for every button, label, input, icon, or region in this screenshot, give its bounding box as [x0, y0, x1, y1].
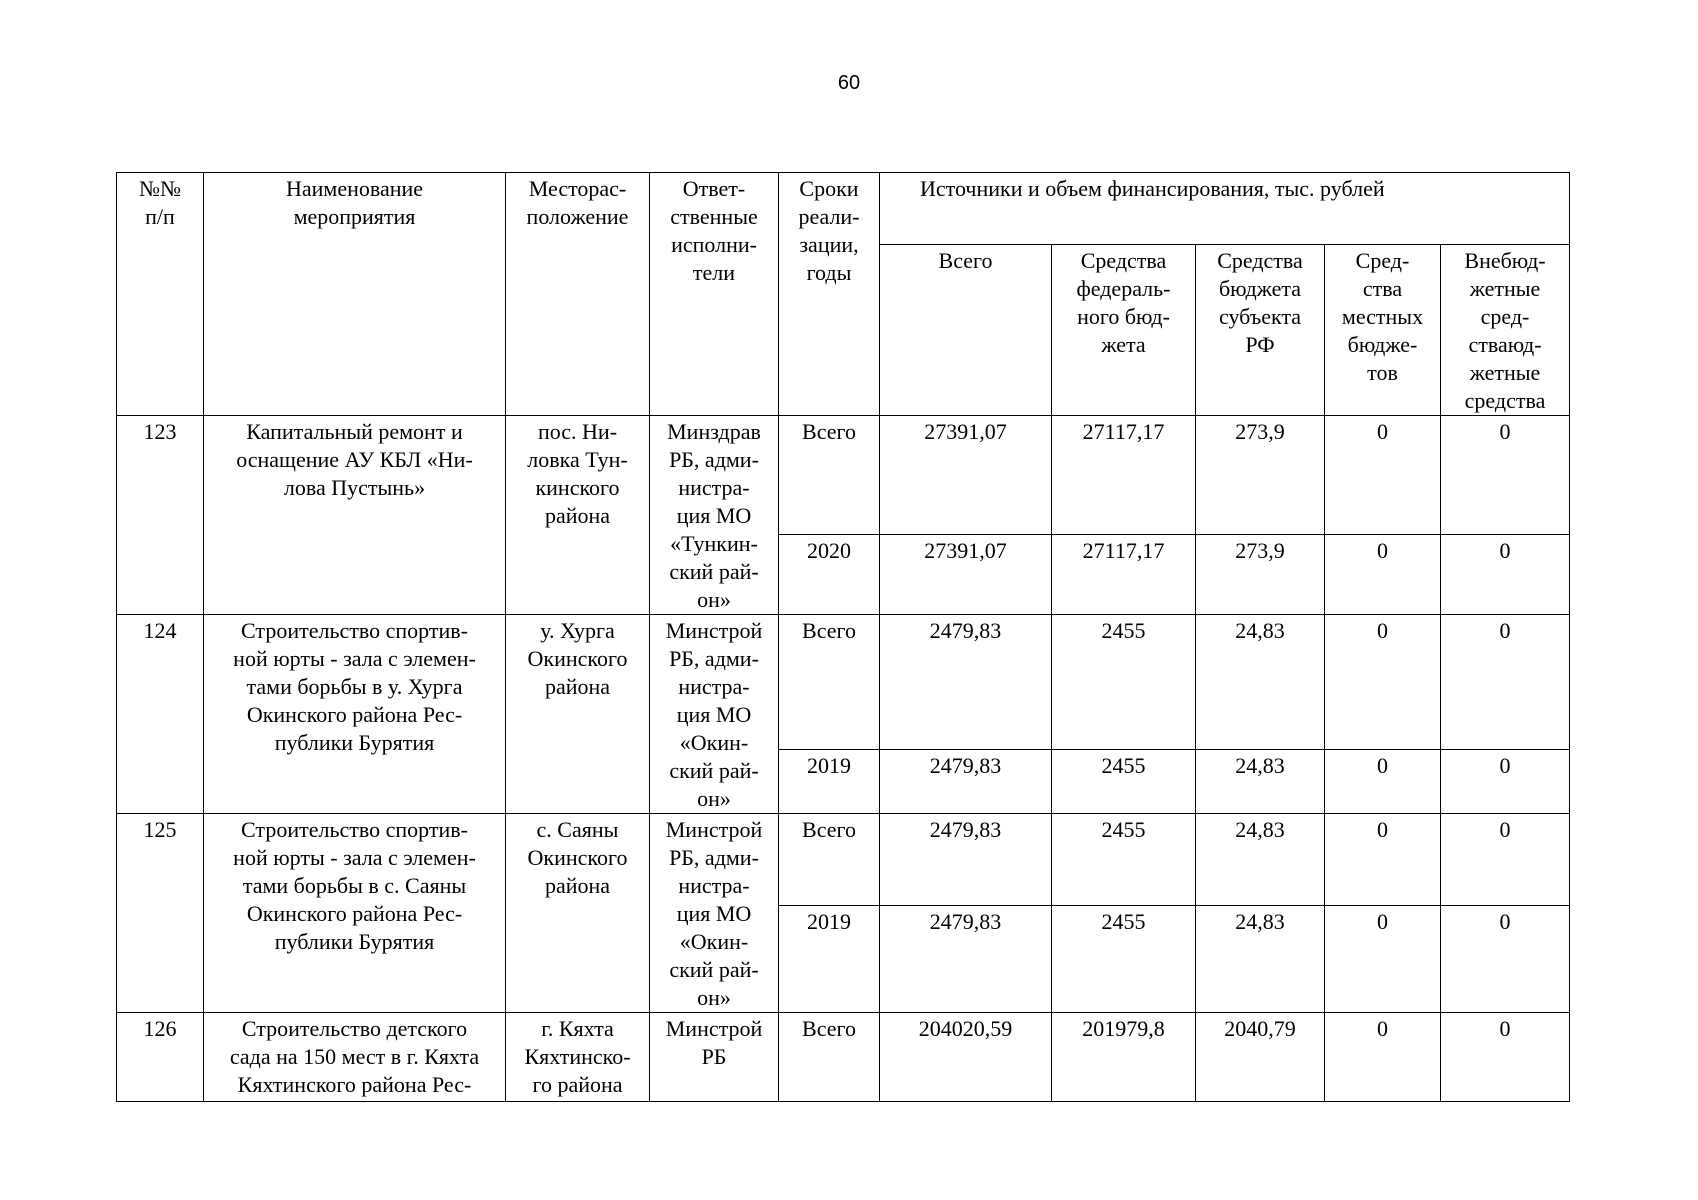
row-num: 125 [117, 814, 204, 1013]
row-extra: 0 [1441, 534, 1570, 614]
financing-table [116, 172, 1570, 1102]
row-location: с. Саяны Окинского района [506, 814, 650, 1013]
row-location: г. Кяхта Кяхтинско- го района [506, 1013, 650, 1102]
header-location: Месторас- положение [506, 173, 650, 416]
header-extra: Внебюд- жетные сред- стваюд- жетные средства [1441, 245, 1570, 416]
row-federal: 2455 [1052, 905, 1196, 1012]
row-subject: 2040,79 [1196, 1013, 1325, 1102]
row-local: 0 [1325, 750, 1441, 814]
row-extra: 0 [1441, 750, 1570, 814]
row-year: 2020 [779, 534, 880, 614]
row-federal: 27117,17 [1052, 416, 1196, 535]
row-year: Всего [779, 615, 880, 750]
row-extra: 0 [1441, 615, 1570, 750]
row-name: Капитальный ремонт и оснащение АУ КБЛ «Ни- лова Пустынь» [204, 416, 506, 615]
header-name: Наименование мероприятия [204, 173, 506, 416]
row-total: 204020,59 [880, 1013, 1052, 1102]
row-extra: 0 [1441, 905, 1570, 1012]
header-financing-title: Источники и объем финансирования, тыс. рублей [880, 173, 1570, 245]
row-local: 0 [1325, 905, 1441, 1012]
row-num: 124 [117, 615, 204, 814]
row-name: Строительство детского сада на 150 мест в г. Кяхта Кяхтинского района Рес- [204, 1013, 506, 1102]
row-name: Строительство спортив- ной юрты - зала с элемен- тами борьбы в у. Хурга Окинского района Рес- публики Бурятия [204, 615, 506, 814]
row-local: 0 [1325, 1013, 1441, 1102]
header-federal: Средства федераль- ного бюд- жета [1052, 245, 1196, 416]
row-extra: 0 [1441, 814, 1570, 906]
row-year: Всего [779, 1013, 880, 1102]
header-responsible: Ответ- ственные исполни- тели [650, 173, 779, 416]
row-subject: 24,83 [1196, 814, 1325, 906]
row-location: у. Хурга Окинского района [506, 615, 650, 814]
row-federal: 201979,8 [1052, 1013, 1196, 1102]
header-subject: Средства бюджета субъекта РФ [1196, 245, 1325, 416]
row-year: 2019 [779, 905, 880, 1012]
row-local: 0 [1325, 814, 1441, 906]
row-total: 2479,83 [880, 814, 1052, 906]
header-num: №№ п/п [117, 173, 204, 416]
row-subject: 273,9 [1196, 416, 1325, 535]
header-total: Всего [880, 245, 1052, 416]
row-year: 2019 [779, 750, 880, 814]
row-location: пос. Ни- ловка Тун- кинского района [506, 416, 650, 615]
row-year: Всего [779, 814, 880, 906]
row-federal: 2455 [1052, 814, 1196, 906]
row-num: 123 [117, 416, 204, 615]
row-total: 27391,07 [880, 416, 1052, 535]
row-responsible: Минстрой РБ, адми- нистра- ция МО «Окин- ский рай- он» [650, 615, 779, 814]
row-total: 2479,83 [880, 615, 1052, 750]
row-responsible: Минстрой РБ [650, 1013, 779, 1102]
row-federal: 27117,17 [1052, 534, 1196, 614]
row-subject: 24,83 [1196, 615, 1325, 750]
row-subject: 24,83 [1196, 905, 1325, 1012]
row-federal: 2455 [1052, 750, 1196, 814]
row-total: 27391,07 [880, 534, 1052, 614]
row-extra: 0 [1441, 416, 1570, 535]
row-federal: 2455 [1052, 615, 1196, 750]
row-extra: 0 [1441, 1013, 1570, 1102]
row-responsible: Минздрав РБ, адми- нистра- ция МО «Тункин- ский рай- он» [650, 416, 779, 615]
row-total: 2479,83 [880, 750, 1052, 814]
page-number: 60 [837, 72, 861, 94]
header-local: Сред- ства местных бюдже- тов [1325, 245, 1441, 416]
row-year: Всего [779, 416, 880, 535]
row-local: 0 [1325, 534, 1441, 614]
row-name: Строительство спортив- ной юрты - зала с элемен- тами борьбы в с. Саяны Окинского района Рес- публики Бурятия [204, 814, 506, 1013]
row-responsible: Минстрой РБ, адми- нистра- ция МО «Окин- ский рай- он» [650, 814, 779, 1013]
row-subject: 24,83 [1196, 750, 1325, 814]
row-local: 0 [1325, 416, 1441, 535]
row-total: 2479,83 [880, 905, 1052, 1012]
row-subject: 273,9 [1196, 534, 1325, 614]
row-local: 0 [1325, 615, 1441, 750]
row-num: 126 [117, 1013, 204, 1102]
header-years: Сроки реали- зации, годы [779, 173, 880, 416]
